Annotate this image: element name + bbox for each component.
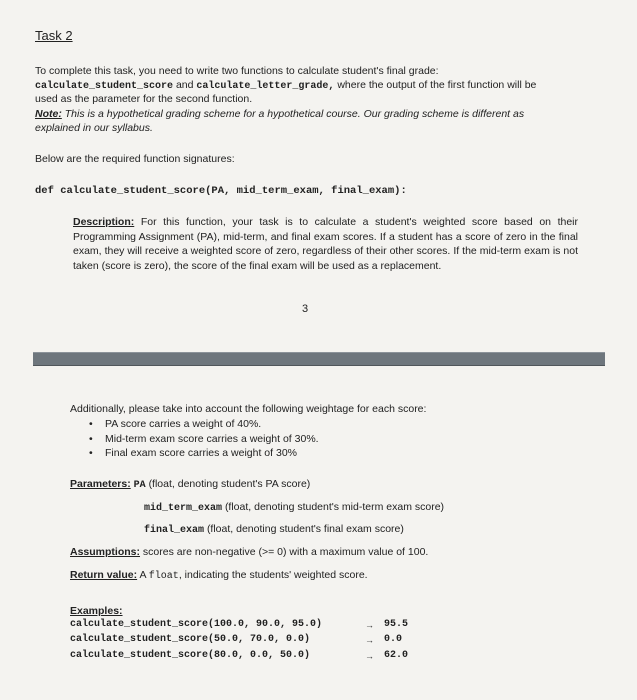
description-label: Description: bbox=[73, 216, 135, 228]
bullet-icon: • bbox=[89, 418, 93, 430]
param-midterm-name: mid_term_exam bbox=[144, 503, 223, 514]
assumptions-text: scores are non-negative (>= 0) with a maximum value of 100. bbox=[140, 546, 429, 558]
param-pa-desc: (float, denoting student's PA score) bbox=[148, 478, 311, 490]
page-number: 3 bbox=[302, 303, 309, 315]
parameters-label: Parameters: bbox=[70, 478, 131, 490]
example-result: 62.0 bbox=[384, 650, 409, 661]
note-line-1 bbox=[35, 107, 524, 121]
weightage-item bbox=[89, 433, 319, 445]
bullet-icon: • bbox=[89, 447, 93, 459]
return-value-pre: A bbox=[137, 569, 149, 581]
example-call: calculate_student_score(50.0, 70.0, 0.0) bbox=[70, 634, 311, 645]
return-value-line bbox=[70, 569, 368, 582]
weightage-item bbox=[89, 447, 297, 459]
return-value-post: , indicating the students' weighted score. bbox=[178, 569, 368, 581]
weightage-item-text: PA score carries a weight of 40%. bbox=[105, 418, 262, 430]
intro-line-3: used as the parameter for the second function. bbox=[35, 93, 253, 105]
function-name-2: calculate_letter_grade, bbox=[196, 81, 335, 92]
function-signature: def calculate_student_score(PA, mid_term_exam, final_exam): bbox=[35, 185, 407, 197]
examples-label: Examples: bbox=[70, 605, 123, 617]
description-text: For this function, your task is to calculate a student's weighted score based on their Programming Assignment (PA), mid-term, and final exam scores. If a student has a score of zero in the final exam, they will receive a weighted score of zero, regardless of their other scores. If the mid-term exam is not taken (score is zero), the score of the final exam will be used as a replacement. bbox=[73, 216, 578, 272]
example-result: 95.5 bbox=[384, 619, 409, 630]
parameters-line-2 bbox=[144, 501, 444, 514]
example-call: calculate_student_score(80.0, 0.0, 50.0) bbox=[70, 650, 311, 661]
task-title: Task 2 bbox=[35, 28, 73, 43]
bullet-icon: • bbox=[89, 433, 93, 445]
weightage-item-text: Mid-term exam score carries a weight of 30%. bbox=[105, 433, 319, 445]
arrow-icon: → bbox=[365, 635, 374, 645]
param-final-desc: (float, denoting student's final exam score) bbox=[206, 523, 404, 535]
description-paragraph bbox=[73, 215, 578, 273]
intro-line-1: To complete this task, you need to write two functions to calculate student's final grade: bbox=[35, 65, 439, 77]
weightage-item-text: Final exam score carries a weight of 30% bbox=[105, 447, 297, 459]
arrow-icon: → bbox=[365, 620, 374, 630]
note-label: Note: bbox=[35, 108, 62, 120]
weightage-intro: Additionally, please take into account the following weightage for each score: bbox=[70, 403, 427, 415]
signatures-intro: Below are the required function signatures: bbox=[35, 153, 235, 165]
param-midterm-desc: (float, denoting student's mid-term exam score) bbox=[224, 501, 445, 513]
intro-and: and bbox=[173, 79, 197, 91]
return-value-label: Return value: bbox=[70, 569, 138, 581]
intro-line-2-rest: where the output of the first function will be bbox=[334, 79, 537, 91]
arrow-icon: → bbox=[365, 651, 374, 661]
note-line-2: explained in our syllabus. bbox=[35, 122, 153, 134]
function-name-1: calculate_student_score bbox=[35, 81, 174, 92]
return-value-type: float bbox=[148, 571, 179, 582]
assumptions-line bbox=[70, 546, 428, 558]
example-call: calculate_student_score(100.0, 90.0, 95.0) bbox=[70, 619, 323, 630]
note-text-1: This is a hypothetical grading scheme for a hypothetical course. Our grading scheme is different as bbox=[61, 108, 525, 120]
weightage-item bbox=[89, 418, 261, 430]
parameters-line-1 bbox=[70, 478, 310, 491]
parameters-line-3 bbox=[144, 523, 404, 536]
assumptions-label: Assumptions: bbox=[70, 546, 141, 558]
example-result: 0.0 bbox=[384, 634, 403, 645]
param-final-name: final_exam bbox=[144, 525, 205, 536]
param-pa-name: PA bbox=[133, 480, 146, 491]
page-divider bbox=[33, 352, 605, 366]
